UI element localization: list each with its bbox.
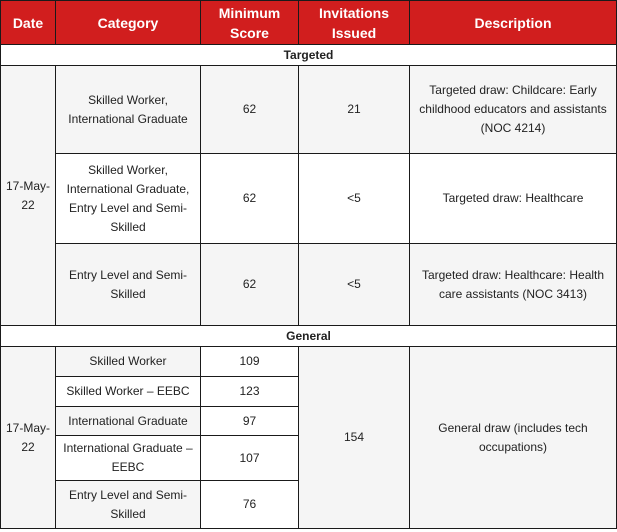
header-date: Date <box>1 1 56 45</box>
min-score-cell: 62 <box>201 244 299 326</box>
min-score-cell: 107 <box>201 436 299 481</box>
table-row <box>1 154 617 244</box>
header-minimum-score: Minimum Score <box>201 1 299 45</box>
targeted-date-cell: 17-May-22 <box>1 66 56 326</box>
invitations-cell: <5 <box>299 154 410 244</box>
section-targeted-heading: Targeted <box>1 45 617 66</box>
general-date-cell: 17-May-22 <box>1 347 56 529</box>
min-score-cell: 76 <box>201 481 299 529</box>
category-cell: Skilled Worker <box>56 347 201 377</box>
category-cell: Skilled Worker, International Graduate, Entry Level and Semi-Skilled <box>56 154 201 244</box>
description-cell: Targeted draw: Healthcare: Health care assistants (NOC 3413) <box>410 244 617 326</box>
min-score-cell: 62 <box>201 154 299 244</box>
description-cell: Targeted draw: Childcare: Early childhood educators and assistants (NOC 4214) <box>410 66 617 154</box>
min-score-cell: 109 <box>201 347 299 377</box>
table-row <box>1 347 617 377</box>
category-cell: International Graduate – EEBC <box>56 436 201 481</box>
category-cell: Entry Level and Semi-Skilled <box>56 244 201 326</box>
table-row <box>1 244 617 326</box>
header-category: Category <box>56 1 201 45</box>
min-score-cell: 97 <box>201 407 299 436</box>
category-cell: Entry Level and Semi-Skilled <box>56 481 201 529</box>
table-row <box>1 66 617 154</box>
invitations-cell: 21 <box>299 66 410 154</box>
header-row <box>1 1 617 45</box>
header-invitations-issued: Invitations Issued <box>299 1 410 45</box>
general-invitations-cell: 154 <box>299 347 410 529</box>
min-score-cell: 62 <box>201 66 299 154</box>
section-general-heading: General <box>1 326 617 347</box>
invitations-cell: <5 <box>299 244 410 326</box>
min-score-cell: 123 <box>201 377 299 407</box>
category-cell: Skilled Worker, International Graduate <box>56 66 201 154</box>
description-cell: Targeted draw: Healthcare <box>410 154 617 244</box>
category-cell: International Graduate <box>56 407 201 436</box>
general-description-cell: General draw (includes tech occupations) <box>410 347 617 529</box>
header-description: Description <box>410 1 617 45</box>
category-cell: Skilled Worker – EEBC <box>56 377 201 407</box>
